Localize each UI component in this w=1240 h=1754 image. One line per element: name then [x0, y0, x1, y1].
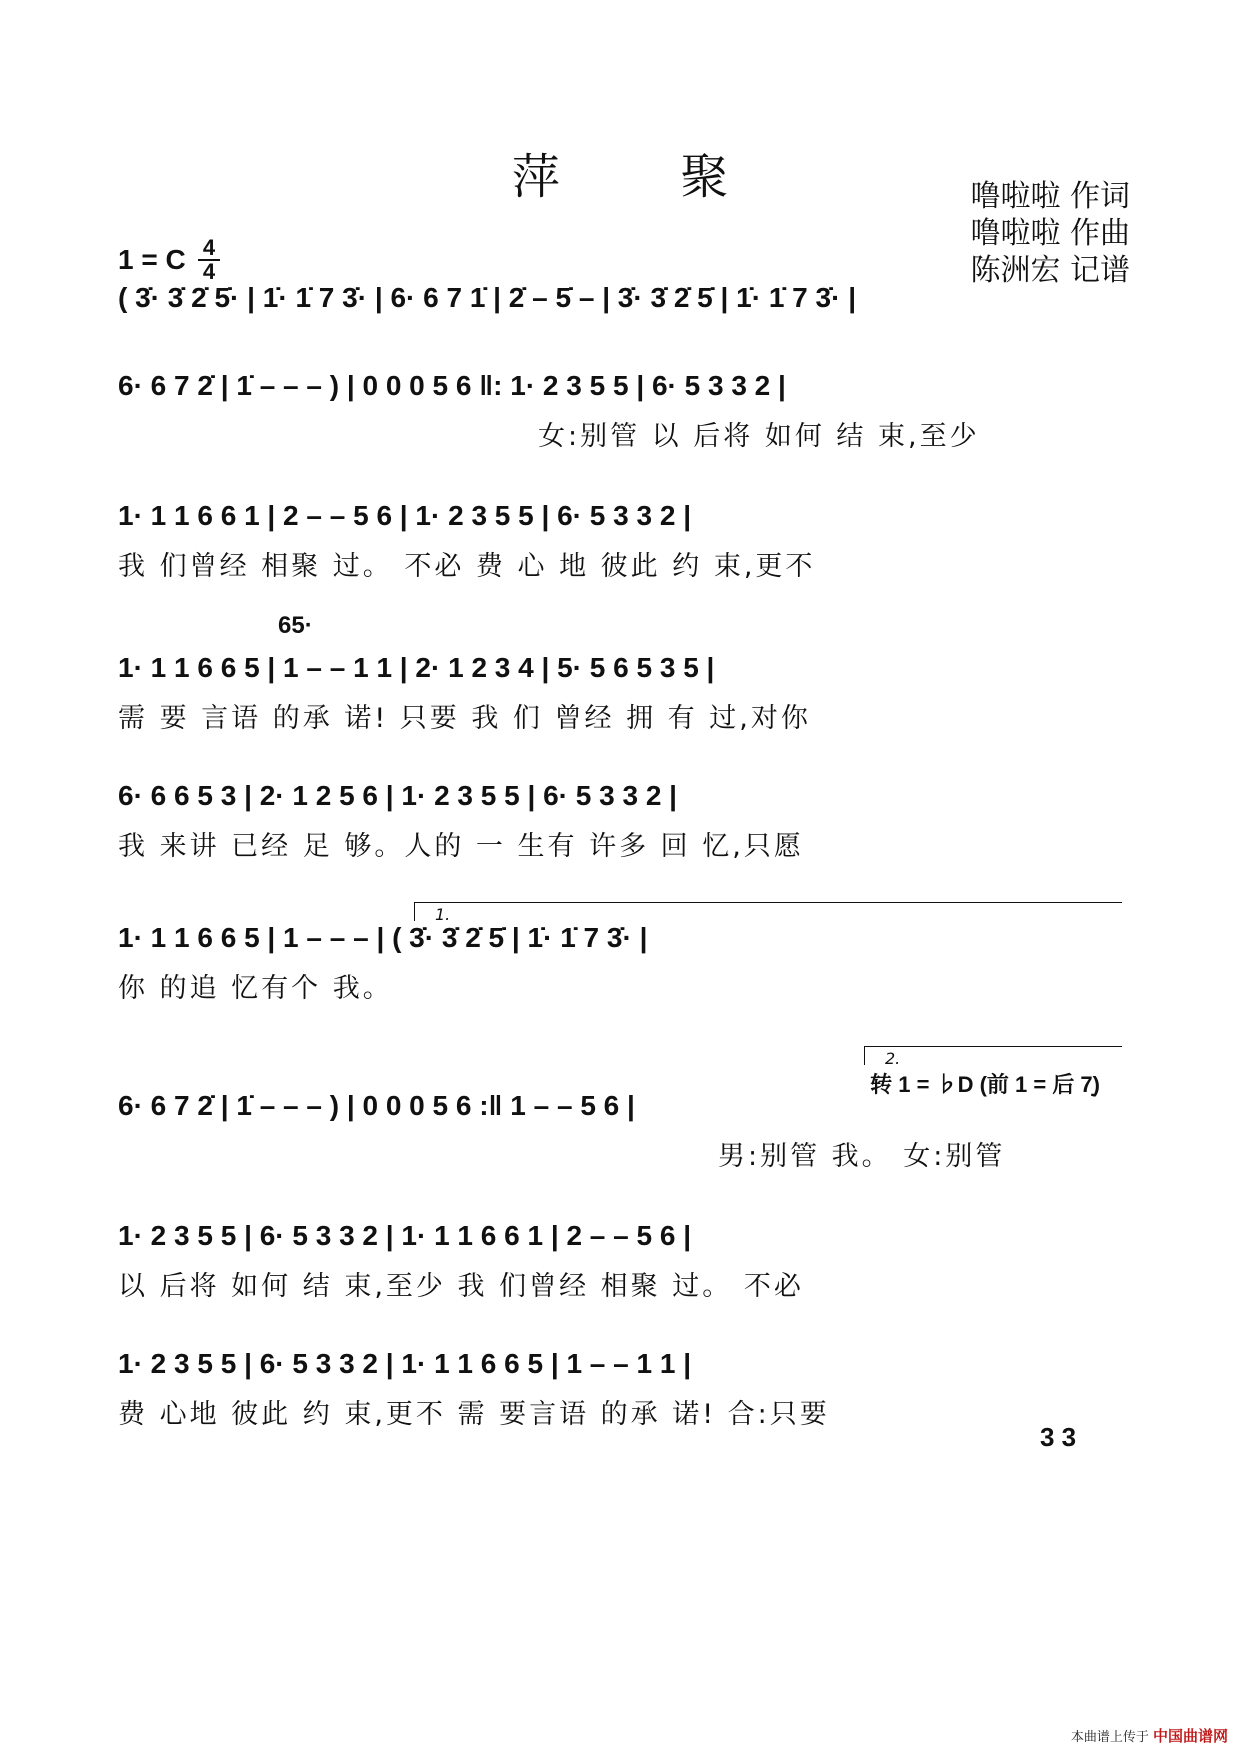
modulation-marking: 转 1 = ♭D (前 1 = 后 7̣)	[870, 1072, 1100, 1097]
second-ending-label: 2.	[885, 1049, 901, 1068]
lyrics-line: 以 后将 如何 结 束,至少 我 们曾经 相聚 过。 不必	[118, 1271, 804, 1302]
lyrics-line: 我 来讲 已经 足 够。人的 一 生有 许多 回 忆,只愿	[118, 831, 804, 862]
credits	[970, 178, 1130, 289]
first-ending-label: 1.	[435, 905, 451, 924]
notation-line: 6· 6 6 5 3 | 2· 1 2 5 6 | 1· 2 3 5 5 | 6· 5 3 3 2 |	[118, 780, 678, 811]
title-char-1: 萍	[511, 149, 560, 205]
notation-line: 1· 1 1 6 6 5 | 1 – – – | ( 3̇· 3̇ 2̇ 5̇ | 1̇· 1̇ 7 3̇· |	[118, 922, 648, 953]
title-char-2: 聚	[680, 149, 729, 205]
score-system-1	[118, 282, 1122, 322]
first-ending-bracket	[414, 902, 1122, 924]
time-numerator: 4	[202, 235, 216, 260]
score-system-9	[118, 1348, 1122, 1430]
notation-line: 1· 2 3 5 5 | 6· 5 3 3 2 | 1· 1 1 6 6 1 | 2 – – 5 6 |	[118, 1220, 692, 1251]
lyrics-line: 女:别管 以 后将 如何 结 束,至少	[538, 421, 980, 452]
lyrics-line: 你 的追 忆有个 我。	[118, 973, 393, 1004]
score-system-5	[118, 780, 1122, 862]
notation-line: 1· 1 1 6 6 5 | 1 – – 1 1 | 2· 1 2 3 4 | 5· 5 6 5 3 5 |	[118, 652, 715, 683]
key-signature: 1 = C	[118, 244, 186, 275]
footer-text: 本曲谱上传于	[1070, 1730, 1149, 1745]
notation-line: 6· 6 7 2̇ | 1̇ – – – ) | 0 0 0 5 6 :‖ 1 – – 5 6 |	[118, 1090, 635, 1121]
site-logo: 中国曲谱网	[1152, 1727, 1228, 1745]
time-denominator: 4	[202, 259, 216, 284]
notation-line: 1· 1 1 6 6 1 | 2 – – 5 6 | 1· 2 3 5 5 | 6· 5 3 3 2 |	[118, 500, 692, 531]
transcriber-credit: 陈洲宏 记谱	[970, 253, 1130, 288]
composer-credit: 噜啦啦 作曲	[970, 216, 1130, 251]
lyrics-line: 需 要 言语 的承 诺! 只要 我 们 曾经 拥 有 过,对你	[118, 703, 811, 734]
footer-credit	[1071, 1725, 1228, 1746]
harmony-notes: 3 3	[1040, 1422, 1077, 1452]
lyrics-line: 我 们曾经 相聚 过。 不必 费 心 地 彼此 约 束,更不	[118, 551, 816, 582]
time-signature	[198, 235, 220, 284]
score-system-7	[118, 1090, 1122, 1172]
notation-line: 1· 2 3 5 5 | 6· 5 3 3 2 | 1· 1 1 6 6 5 | 1 – – 1 1 |	[118, 1348, 692, 1379]
lyrics-line: 费 心地 彼此 约 束,更不 需 要言语 的承 诺! 合:只要	[118, 1399, 830, 1430]
score-system-6	[118, 922, 1122, 1004]
lyrics-line: 男:别管 我。 女:别管	[718, 1141, 1006, 1172]
notation-line: ( 3̇· 3̇ 2̇ 5̇· | 1̇· 1̇ 7 3̇· | 6· 6 7 1̇ | 2̇ – 5̇ – | 3̇· 3̇ 2̇ 5̇ | 1̇· 1̇ 7 3̇· |	[118, 282, 857, 313]
notation-line: 6· 6 7 2̇ | 1̇ – – – ) | 0 0 0 5 6 ‖: 1· 2 3 5 5 | 6· 5 3 3 2 |	[118, 370, 786, 401]
second-ending-bracket	[864, 1046, 1122, 1068]
score-system-3	[118, 500, 1122, 582]
score-system-2	[118, 370, 1122, 452]
score-system-8	[118, 1220, 1122, 1302]
ornament-notes: 65·	[278, 612, 313, 639]
lyricist-credit: 噜啦啦 作词	[970, 179, 1130, 214]
score-system-4	[118, 612, 1122, 734]
